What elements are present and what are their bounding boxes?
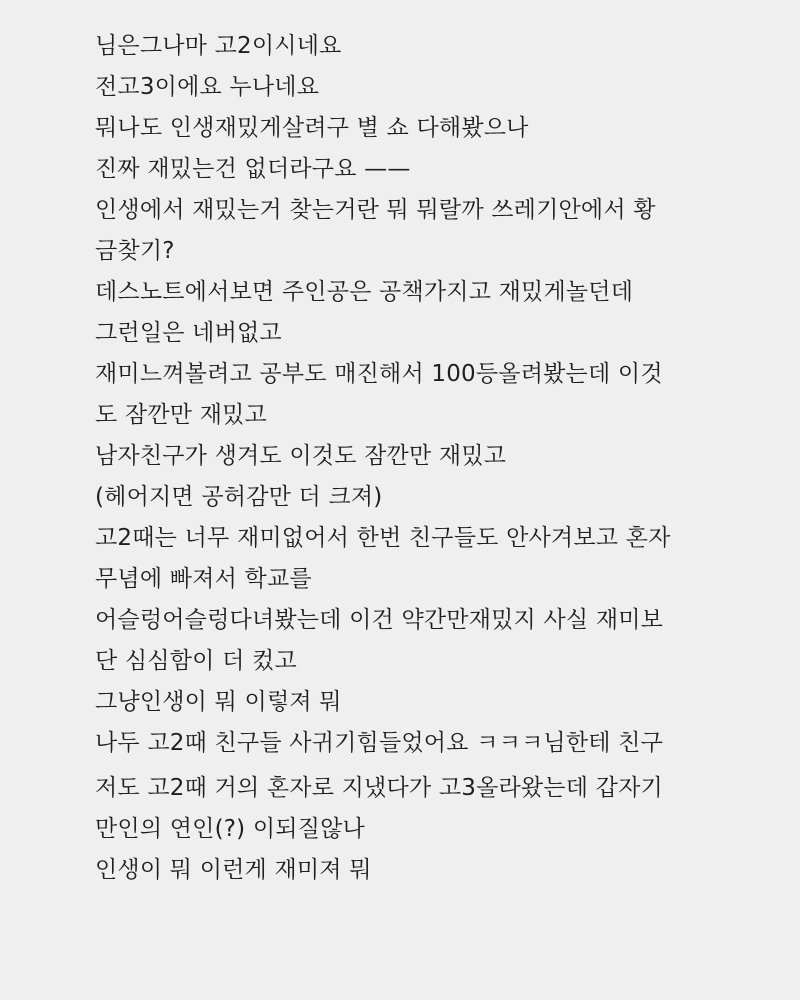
text-line: 저도 고2때 거의 혼자로 지냈다가 고3올라왔는데 갑자기	[95, 775, 663, 801]
text-line: 나두 고2때 친구들 사귀기힘들었어요 ㅋㅋㅋ님한테 친구	[95, 730, 664, 756]
text-line: 전고3이에요 누나네요	[95, 74, 320, 100]
text-line: 단 심심함이 더 컸고	[95, 648, 297, 674]
text-line: 무념에 빠져서 학교를	[95, 566, 312, 592]
text-line: 도 잠깐만 재밌고	[95, 402, 267, 428]
text-line: 만인의 연인(?) 이되질않나	[95, 816, 365, 842]
text-line: 인생에서 재밌는거 찾는거란 뭐 뭐랄까 쓰레기안에서 황	[95, 197, 656, 223]
text-line: 재미느껴볼려고 공부도 매진해서 100등올려봤는데 이것	[95, 361, 663, 387]
text-line: 고2때는 너무 재미없어서 한번 친구들도 안사겨보고 혼자	[95, 525, 671, 551]
text-line: 뭐나도 인생재밌게살려구 별 쇼 다해봤으나	[95, 115, 529, 141]
text-line: 인생이 뭐 이런게 재미져 뭐	[95, 857, 372, 883]
text-line: 어슬렁어슬렁다녀봤는데 이건 약간만재밌지 사실 재미보	[95, 607, 664, 633]
text-line: 님은그나마 고2이시네요	[95, 33, 342, 59]
text-line: 그런일은 네버없고	[95, 320, 282, 346]
text-line: 금찾기?	[95, 238, 175, 264]
text-body	[95, 26, 785, 891]
text-line: 그냥인생이 뭐 이렇져 뭐	[95, 689, 342, 715]
text-line: 진짜 재밌는건 없더라구요 ——	[95, 156, 411, 182]
text-line: (헤어지면 공허감만 더 크져)	[95, 484, 383, 510]
text-line: 남자친구가 생겨도 이것도 잠깐만 재밌고	[95, 443, 507, 469]
text-line: 데스노트에서보면 주인공은 공책가지고 재밌게놀던데	[95, 279, 634, 305]
